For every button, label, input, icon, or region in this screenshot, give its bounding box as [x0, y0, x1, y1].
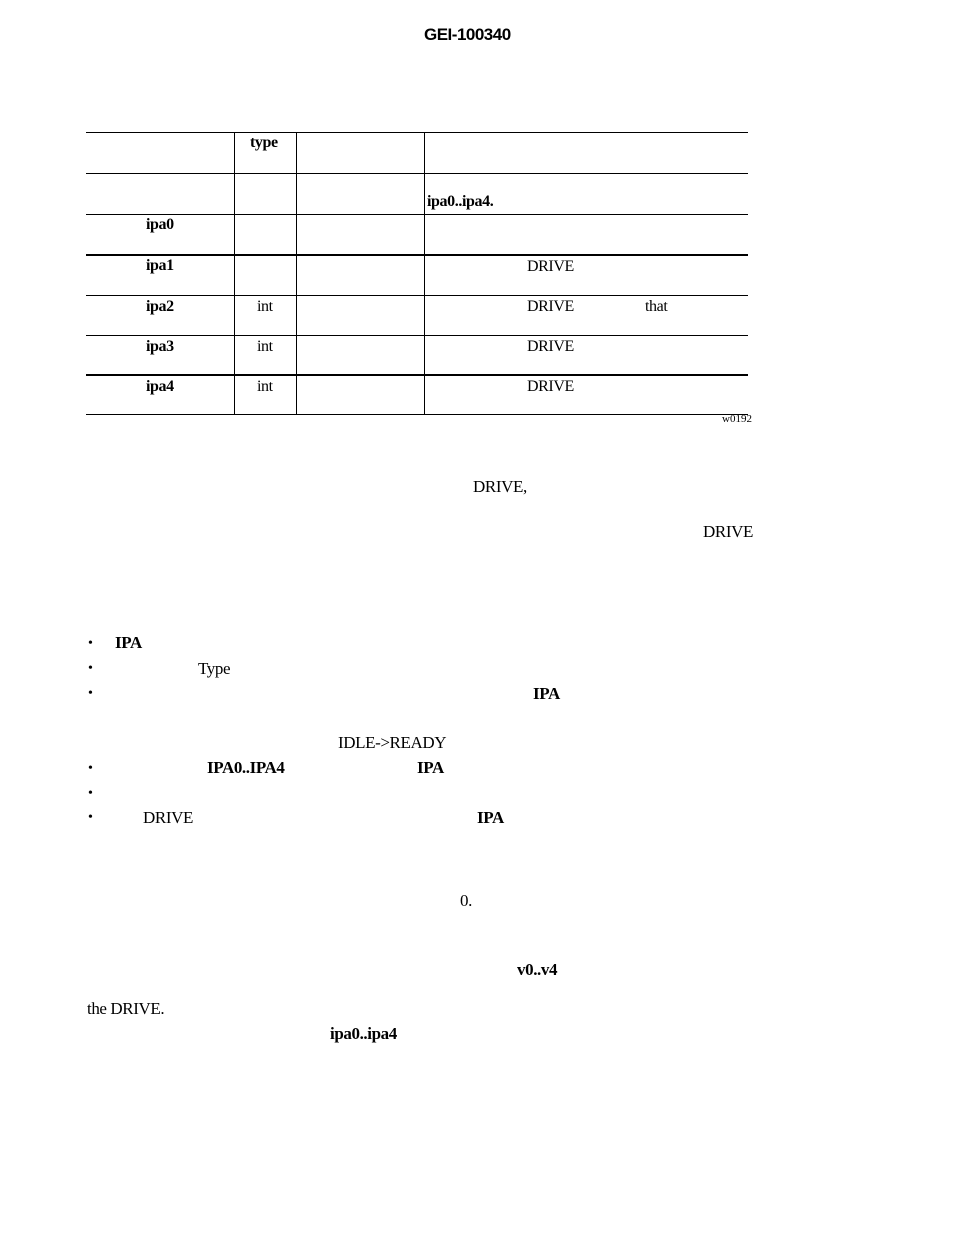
- table-rule: [86, 295, 748, 296]
- table-cell-description: DRIVE: [527, 258, 574, 275]
- table-rule: [86, 173, 748, 174]
- paragraph-text: 0.: [460, 891, 472, 910]
- document-number: GEI-100340: [424, 25, 511, 44]
- table-column-divider: [234, 132, 235, 415]
- list-item-text: Type: [198, 659, 231, 678]
- list-item-text: IPA: [533, 684, 560, 703]
- table-cell-description: that: [645, 298, 668, 315]
- table-cell-name: ipa1: [146, 257, 174, 274]
- list-item-text: IPA: [477, 808, 504, 827]
- table-cell-description: DRIVE: [527, 378, 574, 395]
- list-item-text: IDLE->READY: [338, 733, 447, 752]
- table-column-divider: [296, 132, 297, 415]
- table-note: ipa0..ipa4.: [427, 193, 494, 210]
- table-rule: [86, 374, 748, 376]
- table-rule: [86, 214, 748, 215]
- table-cell-name: ipa3: [146, 338, 174, 355]
- table-cell-name: ipa2: [146, 298, 174, 315]
- figure-code: w0192: [722, 413, 752, 425]
- bullet-marker: •: [88, 661, 93, 676]
- table-rule: [86, 335, 748, 336]
- table-cell-type: int: [257, 378, 273, 395]
- table-cell-name: ipa0: [146, 216, 174, 233]
- paragraph-text: DRIVE: [703, 522, 753, 541]
- list-item-text: DRIVE: [143, 808, 193, 827]
- paragraph-text: v0..v4: [517, 960, 558, 979]
- bullet-marker: •: [88, 761, 93, 776]
- table-cell-name: ipa4: [146, 378, 174, 395]
- list-item-text: IPA: [417, 758, 444, 777]
- table-cell-type: int: [257, 338, 273, 355]
- table-column-divider: [424, 132, 425, 415]
- bullet-marker: •: [88, 686, 93, 701]
- paragraph-text: the DRIVE.: [87, 999, 165, 1018]
- bullet-marker: •: [88, 636, 93, 651]
- table-cell-description: DRIVE: [527, 298, 574, 315]
- list-item-text: IPA: [115, 633, 142, 652]
- bullet-marker: •: [88, 786, 93, 801]
- table-rule: [86, 254, 748, 256]
- table-cell-description: DRIVE: [527, 338, 574, 355]
- column-header-type: type: [250, 134, 278, 151]
- table-cell-type: int: [257, 298, 273, 315]
- paragraph-text: ipa0..ipa4: [330, 1024, 397, 1043]
- paragraph-text: DRIVE,: [473, 477, 527, 496]
- table-rule-top: [86, 132, 748, 133]
- bullet-marker: •: [88, 810, 93, 825]
- list-item-text: IPA0..IPA4: [207, 758, 285, 777]
- table-rule-bottom: [86, 414, 748, 415]
